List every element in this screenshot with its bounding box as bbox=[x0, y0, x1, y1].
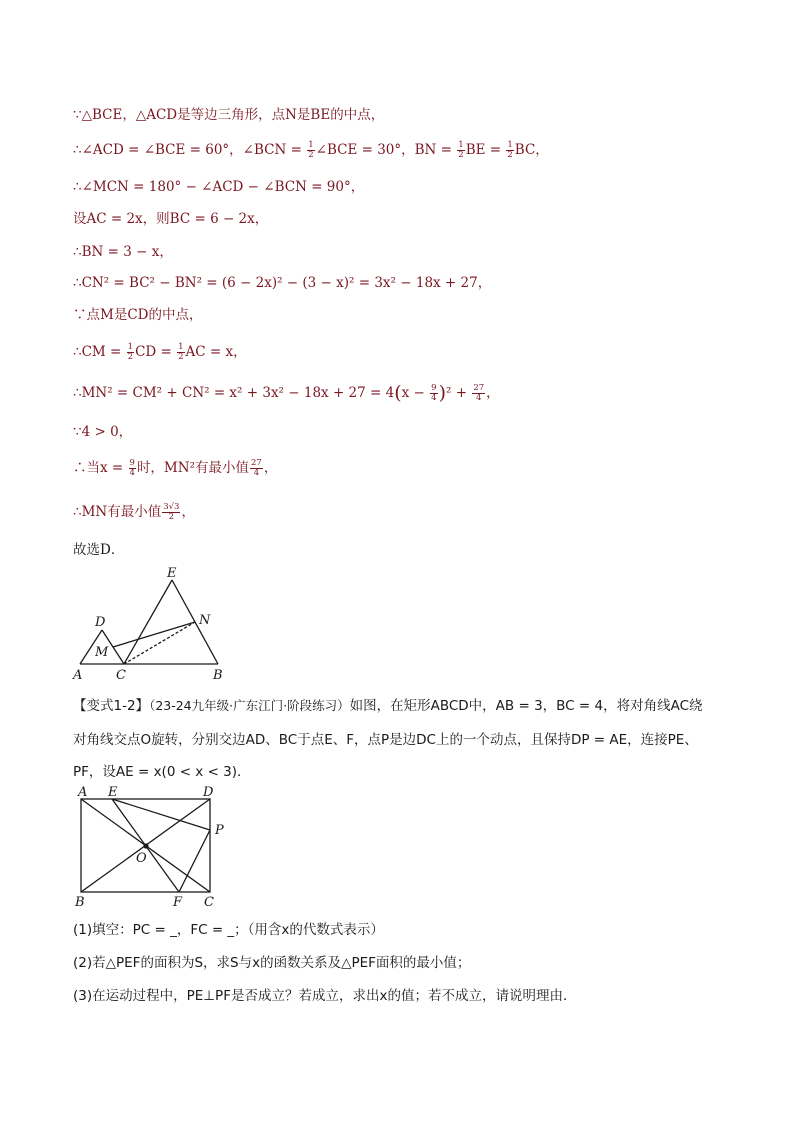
label-A: A bbox=[73, 668, 83, 682]
solution-line-9: ∴MN² = CM² + CN² = x² + 3x² − 18x + 27 = 4(x − $\frac{9}{4}$ )² + $\frac{27}{4}$ ， bbox=[73, 382, 500, 404]
solution-line-3: ∴∠MCN = 180° − ∠ACD − ∠BCN = 90°， bbox=[73, 179, 365, 195]
label-M: M bbox=[95, 645, 109, 660]
solution-answer: 故选D． bbox=[73, 542, 125, 558]
fraction-half: $\frac{1}{2}$ bbox=[458, 140, 464, 160]
solution-line-5: ∴BN = 3 − x， bbox=[73, 244, 173, 260]
fraction-half: $\frac{1}{2}$ bbox=[178, 342, 184, 362]
label-P: P bbox=[215, 823, 224, 838]
fraction-half: $\frac{1}{2}$ bbox=[308, 140, 314, 160]
question-3: (3)在运动过程中，PE⊥PF是否成立？若成立，求出x的值；若不成立，请说明理由． bbox=[73, 988, 577, 1004]
solution-line-4: 设AC = 2x，则BC = 6 − 2x， bbox=[73, 211, 269, 227]
fraction-27-quarters: $\frac{27}{4}$ bbox=[473, 383, 485, 403]
question-2: (2)若△PEF的面积为S，求S与x的函数关系及△PEF面积的最小值； bbox=[73, 955, 471, 971]
problem-line-2: 对角线交点O旋转，分别交边AD、BC于点E、F，点P是边DC上的一个动点，且保持DP = AE，连接PE、 bbox=[73, 732, 698, 748]
question-1: (1)填空：PC = _，FC = _；（用含x的代数式表示） bbox=[73, 922, 384, 938]
fraction-27-quarters: $\frac{27}{4}$ bbox=[251, 458, 262, 478]
fraction-half: $\frac{1}{2}$ bbox=[507, 140, 513, 160]
solution-line-7: ∵点M是CD的中点， bbox=[73, 307, 203, 323]
label-E: E bbox=[108, 785, 118, 800]
solution-line-2: ∴∠ACD = ∠BCE = 60°，∠BCN = $\frac{1}{2}$ ∠BCE = 30°，BN = $\frac{1}{2}$ BE = $\frac{1}{2}$ BC， bbox=[73, 140, 549, 160]
fraction-nine-quarters: $\frac{9}{4}$ bbox=[129, 458, 135, 478]
fraction-half: $\frac{1}{2}$ bbox=[127, 342, 134, 362]
fraction-min-value: $\frac{3√3}{2}$ bbox=[163, 502, 180, 522]
solution-line-1: ∵△BCE，△ACD是等边三角形，点N是BE的中点， bbox=[73, 107, 385, 123]
label-D: D bbox=[95, 615, 106, 630]
solution-line-8: ∴CM = $\frac{1}{2}$ CD = $\frac{1}{2}$ AC = x， bbox=[73, 342, 247, 362]
label-E: E bbox=[167, 566, 177, 581]
solution-line-10: ∵4 > 0， bbox=[73, 424, 133, 440]
label-F: F bbox=[173, 895, 183, 910]
rectangle-figure bbox=[70, 782, 240, 910]
label-D: D bbox=[203, 785, 214, 800]
label-B: B bbox=[213, 668, 223, 682]
label-C: C bbox=[116, 668, 126, 682]
problem-line-3: PF，设AE = x(0 < x < 3)． bbox=[73, 764, 251, 780]
label-A: A bbox=[78, 785, 88, 800]
label-B: B bbox=[75, 895, 85, 910]
solution-line-12: ∴MN有最小值 $\frac{3√3}{2}$ ， bbox=[73, 502, 195, 522]
label-N: N bbox=[199, 613, 211, 628]
solution-line-11: ∴当x = $\frac{9}{4}$ 时，MN²有最小值 $\frac{27}{4}$ ， bbox=[73, 458, 278, 478]
label-O: O bbox=[136, 851, 147, 866]
triangle-figure bbox=[70, 562, 230, 682]
problem-line-1: 【变式1-2】（23-24九年级·广东江门·阶段练习）如图，在矩形ABCD中，AB = 3，BC = 4，将对角线AC绕 bbox=[73, 698, 703, 714]
fraction-nine-quarters: $\frac{9}{4}$ bbox=[431, 383, 437, 403]
label-C: C bbox=[204, 895, 214, 910]
solution-line-6: ∴CN² = BC² − BN² = (6 − 2x)² − (3 − x)² = 3x² − 18x + 27， bbox=[73, 275, 492, 291]
